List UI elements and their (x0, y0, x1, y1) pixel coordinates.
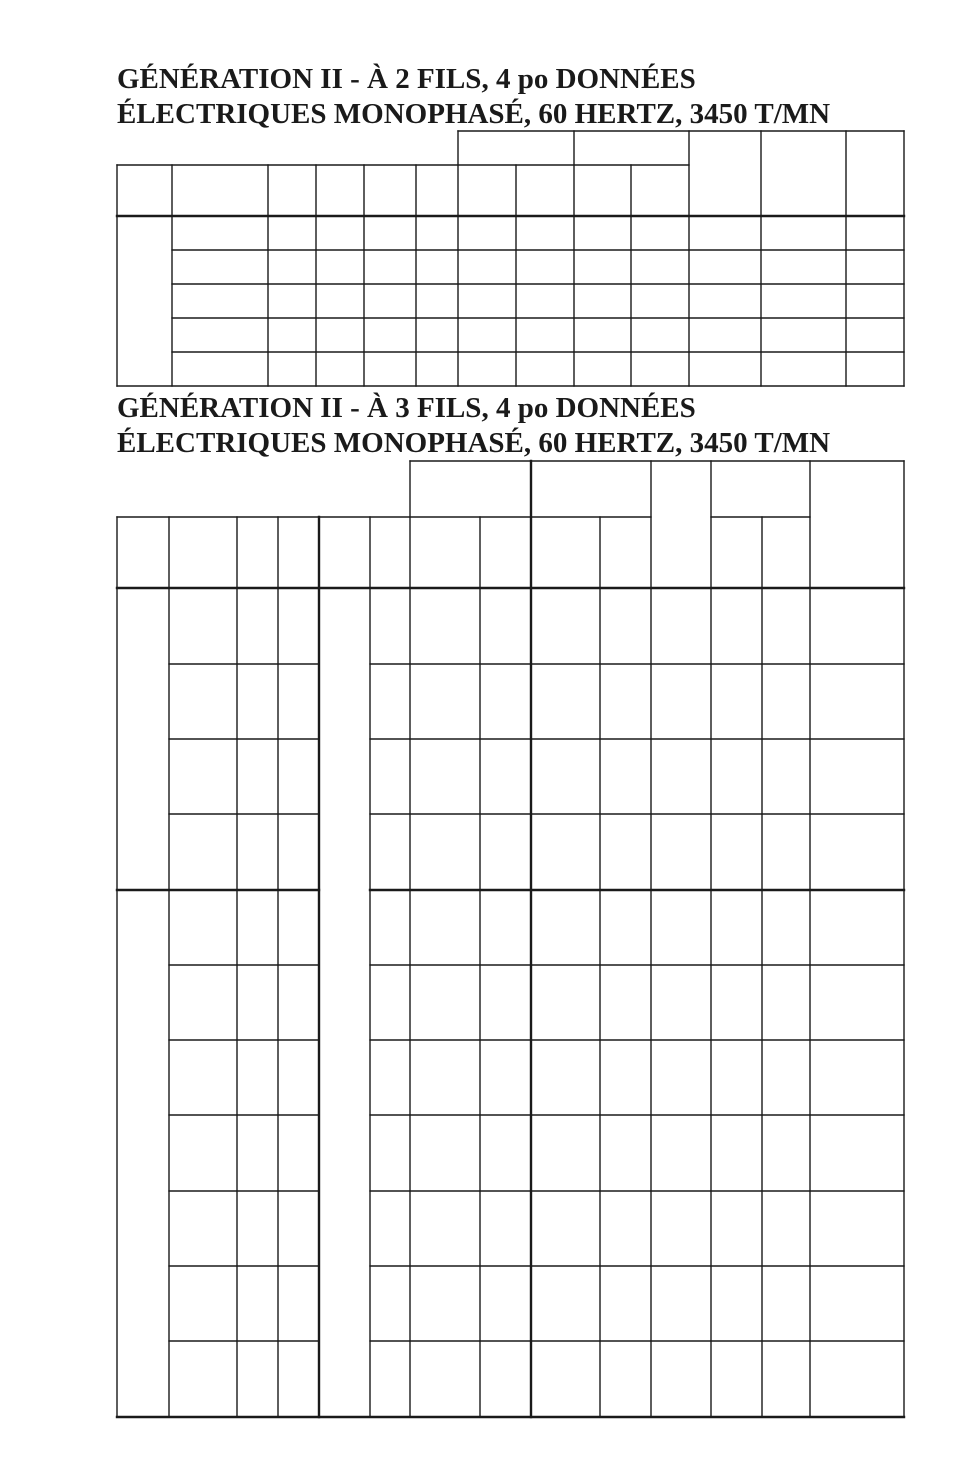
table-2-horizontal-rules (117, 461, 904, 1417)
section-1-title-line-1: GÉNÉRATION II - À 2 FILS, 4 po DONNÉES (117, 63, 696, 95)
section-1-title-line-2: ÉLECTRIQUES MONOPHASÉ, 60 HERTZ, 3450 T/MN (117, 98, 831, 130)
section-2-title-line-2: ÉLECTRIQUES MONOPHASÉ, 60 HERTZ, 3450 T/MN (117, 427, 831, 459)
table-2-vertical-rules (117, 461, 904, 1417)
section-2-title-line-1: GÉNÉRATION II - À 3 FILS, 4 po DONNÉES (117, 392, 696, 424)
